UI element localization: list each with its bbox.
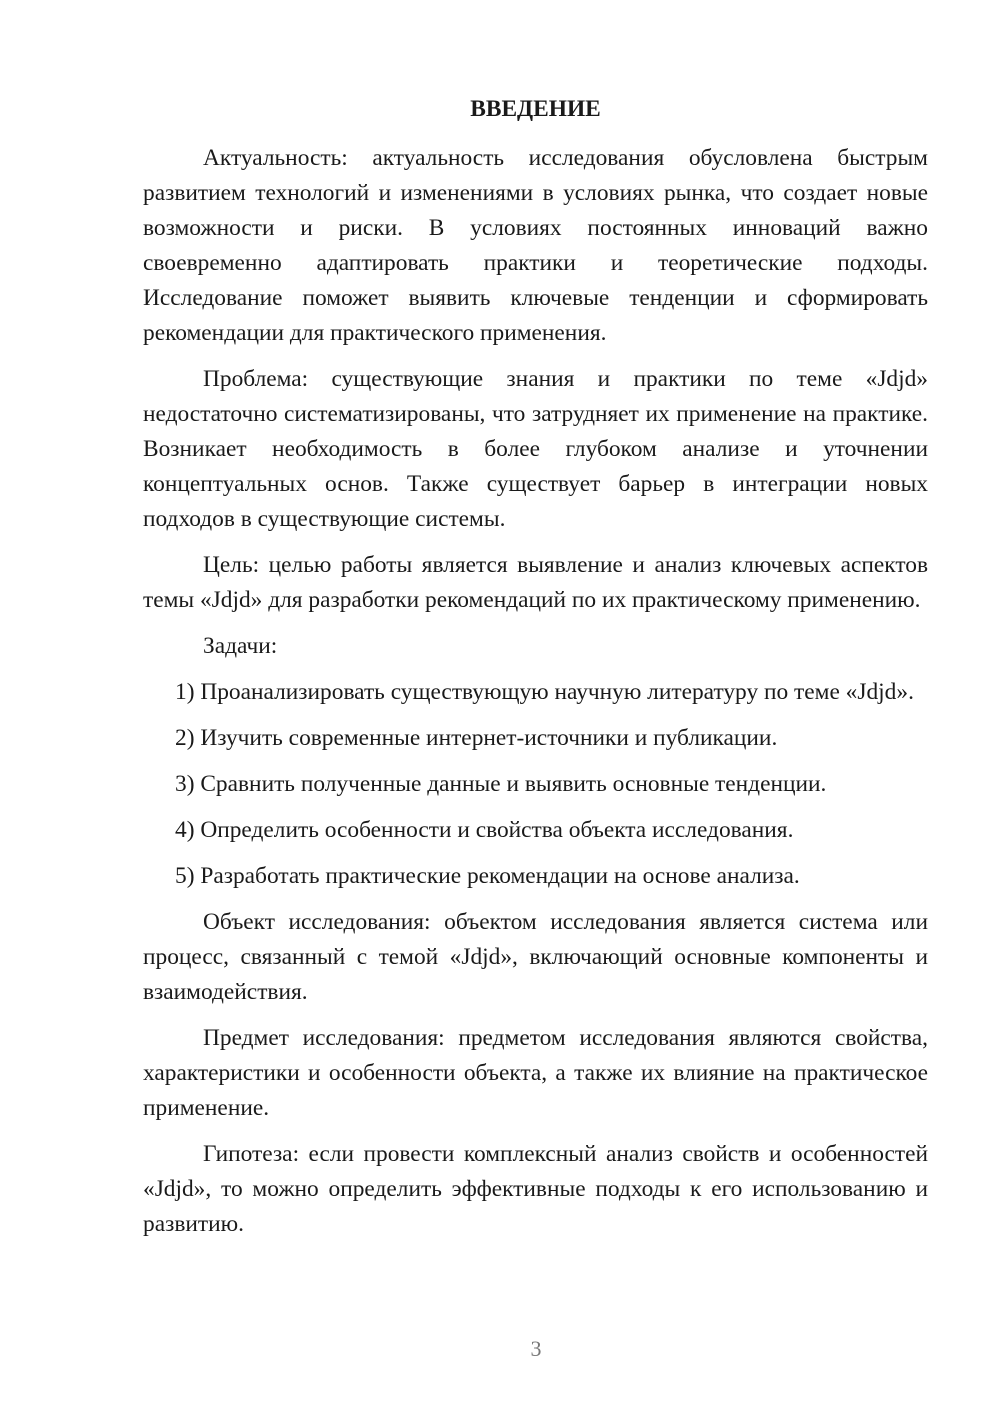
task-item-5: 5) Разработать практические рекомендации на основе анализа. [175, 863, 800, 889]
paragraph-object: Объект исследования: объектом исследования является система или процесс, связанный с темой «Jdjd», включающий основные компоненты и взаимодействия. [143, 909, 928, 1005]
page-content [143, 92, 928, 1253]
task-item-1: 1) Проанализировать существующую научную литературу по теме «Jdjd». [175, 679, 914, 705]
task-item-3: 3) Сравнить полученные данные и выявить основные тенденции. [175, 771, 827, 797]
paragraph-hypothesis: Гипотеза: если провести комплексный анализ свойств и особенностей «Jdjd», то можно определить эффективные подходы к его использованию и развитию. [143, 1141, 928, 1237]
task-item-4: 4) Определить особенности и свойства объекта исследования. [175, 817, 794, 843]
paragraph-goal: Цель: целью работы является выявление и анализ ключевых аспектов темы «Jdjd» для разработки рекомендаций по их практическому применению. [143, 552, 928, 613]
paragraph-subject: Предмет исследования: предметом исследования являются свойства, характеристики и особенности объекта, а также их влияние на практическое применение. [143, 1025, 928, 1121]
task-item-2: 2) Изучить современные интернет-источники и публикации. [175, 725, 778, 751]
page-number: 3 [530, 1336, 542, 1361]
paragraph-problem: Проблема: существующие знания и практики по теме «Jdjd» недостаточно систематизированы, что затрудняет их применение на практике. Возникает необходимость в более глубоком анализе и уточнении концептуальных основ. Также существует барьер в интеграции новых подходов в существующие системы. [143, 366, 928, 532]
tasks-heading: Задачи: [203, 633, 278, 659]
section-title: ВВЕДЕНИЕ [470, 96, 601, 122]
paragraph-relevance: Актуальность: актуальность исследования обусловлена быстрым развитием технологий и изменениями в условиях рынка, что создает новые возможности и риски. В условиях постоянных инноваций важно своевременно адаптировать практики и теоретические подходы. Исследование поможет выявить ключевые тенденции и сформировать рекомендации для практического применения. [143, 145, 928, 346]
